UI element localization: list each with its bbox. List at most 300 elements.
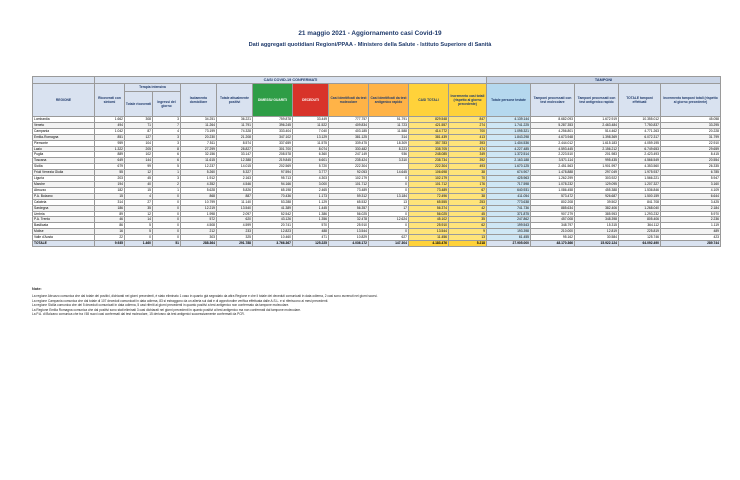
table-cell: 393: [449, 140, 487, 146]
table-cell: 0: [153, 205, 181, 211]
table-cell: 147.304: [369, 241, 409, 247]
group-header-tamponi: TAMPONI: [487, 77, 721, 84]
table-cell: 15.315: [575, 223, 619, 229]
table-cell: 573.472: [531, 193, 575, 199]
table-cell-region: Abruzzo: [33, 187, 95, 193]
table-cell: 38: [449, 170, 487, 176]
table-cell: 3.571.114: [531, 158, 575, 164]
col-terapia-group-label: Terapia intensiva: [125, 84, 180, 92]
table-cell: 102: [125, 152, 153, 158]
table-cell: 16: [95, 229, 125, 235]
table-cell: 1.670.125: [487, 164, 531, 170]
table-cell: 1.207.327: [619, 181, 661, 187]
table-cell: 125.225: [293, 241, 329, 247]
table-cell: 5: [125, 223, 153, 229]
table-cell: 10.799: [181, 199, 217, 205]
table-cell: 56.025: [409, 211, 449, 217]
table-cell: 3.777: [293, 170, 329, 176]
table-cell-region: TOTALE: [33, 241, 95, 247]
table-cell: 314: [369, 134, 409, 140]
col-isolamento: Isolamento domiciliare: [181, 84, 217, 117]
col-ricoverati: Ricoverati con sintomi: [95, 84, 125, 117]
table-cell: 5.947: [661, 176, 721, 182]
table-cell: 851: [95, 134, 125, 140]
note-line: La regione Campania comunica che dal totale di 107 deceduti comunicati in data odierna, 83 si estraggono da un allerta sui dati e di approfondire verifica effettuata dalle A.S.L. e si riferiscono ai mesi precedenti.: [32, 298, 329, 303]
table-cell: 4.256.801: [531, 128, 575, 134]
table-cell: 5.970: [661, 211, 721, 217]
table-cell: 127: [125, 134, 153, 140]
col-terapia-sub: [125, 92, 180, 116]
table-cell: 29.659: [661, 146, 721, 152]
table-cell: 1.086.458: [531, 187, 575, 193]
table-cell: 14.015: [217, 164, 253, 170]
table-cell: 13: [449, 235, 487, 241]
table-cell-region: Sardegna: [33, 205, 95, 211]
table-cell: 65.198: [253, 187, 293, 193]
group-empty: [33, 77, 95, 84]
table-cell: 4: [153, 128, 181, 134]
table-cell: 0: [369, 211, 409, 217]
table-cell: 1.478.888: [531, 170, 575, 176]
table-cell: 396.245: [253, 122, 293, 128]
table-cell: 572: [181, 217, 217, 223]
table-cell: 2.236: [661, 217, 721, 223]
table-cell: 12.819: [575, 229, 619, 235]
table-cell: 959: [95, 140, 125, 146]
table-cell-region: Valle d'Aosta: [33, 235, 95, 241]
table-cell: 3.000: [293, 181, 329, 187]
table-cell: 55: [95, 170, 125, 176]
table-cell: 4.353.560: [619, 164, 661, 170]
table-cell: 0: [369, 229, 409, 235]
table-cell: 13.544: [409, 229, 449, 235]
table-cell: 0: [369, 223, 409, 229]
table-cell: 48.170.366: [531, 241, 575, 247]
table-cell: 1.173: [293, 193, 329, 199]
table-cell: 0: [153, 199, 181, 205]
table-cell: 186: [95, 205, 125, 211]
table-cell-region: Molise: [33, 229, 95, 235]
col-tamponi-molecolare: Tamponi processati con test molecolare: [531, 84, 575, 117]
table-cell: 381.439: [409, 134, 449, 140]
table-cell: 301.700: [253, 146, 293, 152]
table-cell: 74.328: [217, 128, 253, 134]
table-cell: 3.425: [661, 199, 721, 205]
col-ti-ingressi: Ingressi del giorno: [157, 100, 176, 108]
col-ti-totale: Totale ricoverati: [125, 92, 153, 116]
table-cell: 1.912: [181, 176, 217, 182]
table-total-row: [33, 241, 721, 247]
table-cell: 4.673.948: [531, 134, 575, 140]
table-cell: 4.599: [217, 223, 253, 229]
table-cell: 33.295: [661, 122, 721, 128]
table-cell: 95.162: [531, 235, 575, 241]
table-cell: 0: [153, 229, 181, 235]
table-cell: 247.149: [329, 152, 369, 158]
table-cell: 4: [125, 193, 153, 199]
table-cell: 129.095: [575, 181, 619, 187]
table-cell-region: Toscana: [33, 158, 95, 164]
table-cell: 297.049: [575, 170, 619, 176]
table-cell: 1.042: [95, 128, 125, 134]
table-cell: 52.542: [253, 211, 293, 217]
table-cell: 4.566.549: [619, 158, 661, 164]
table-cell: 829.548: [409, 117, 449, 123]
data-table-container: [32, 76, 720, 247]
table-cell: 1.386: [293, 211, 329, 217]
table-cell: 0: [125, 235, 153, 241]
table-cell: 12.388: [217, 158, 253, 164]
table-cell: 1.615.183: [575, 140, 619, 146]
table-cell: 33.147: [217, 152, 253, 158]
table-cell: 10.460: [253, 235, 293, 241]
table-cell: 1.662: [95, 117, 125, 123]
table-cell: 2.184: [661, 205, 721, 211]
table-cell: 212: [181, 229, 217, 235]
table-cell: 2.451.563: [531, 164, 575, 170]
table-cell: 14.645: [369, 170, 409, 176]
table-cell: 1.262.299: [531, 176, 575, 182]
table-cell-region: Basilicata: [33, 223, 95, 229]
table-cell: 86: [95, 223, 125, 229]
table-cell: 101.712: [409, 181, 449, 187]
table-cell: 5.260: [181, 170, 217, 176]
col-dimessi: DIMESSI/ GUARITI: [253, 84, 293, 117]
table-cell: 403.185: [329, 128, 369, 134]
table-cell: 382.406: [575, 205, 619, 211]
table-cell: 125.746: [619, 235, 661, 241]
table-cell: 9.935: [95, 241, 125, 247]
table-cell: 488: [293, 229, 329, 235]
page-subtitle: Dati aggregati quotidiani Regioni/PPAA - Ministero della Salute - Istituto Superiore di Sanità: [248, 42, 492, 48]
table-cell: 1.843.298: [487, 134, 531, 140]
table-cell: 347.102: [253, 134, 293, 140]
table-cell: 201.983: [575, 152, 619, 158]
page-title: 21 maggio 2021 - Aggiornamento casi Covid-19: [298, 30, 442, 37]
table-cell: 348.398: [575, 217, 619, 223]
table-cell: 357.783: [409, 140, 449, 146]
table-cell: 333.404: [253, 128, 293, 134]
table-cell: 97.594: [253, 170, 293, 176]
table-cell: 203: [95, 176, 125, 182]
notes-title: Note:: [32, 287, 42, 291]
table-cell: 3: [153, 140, 181, 146]
table-cell: 1.356: [293, 217, 329, 223]
table-cell: 1: [153, 170, 181, 176]
table-cell: 87: [125, 128, 153, 134]
table-cell: 72.496: [409, 193, 449, 199]
table-cell: 102.179: [409, 176, 449, 182]
table-cell: 4.771.263: [619, 128, 661, 134]
table-cell: 13.544: [329, 229, 369, 235]
table-cell: 32.156: [181, 152, 217, 158]
table-cell: 11.588: [369, 128, 409, 134]
table-cell: 414.772: [409, 128, 449, 134]
table-cell: 7.040: [293, 128, 329, 134]
col-terapia-intensiva: [125, 84, 181, 117]
table-cell: 13.129: [293, 134, 329, 140]
table-cell: 45.058: [661, 117, 721, 123]
table-cell: 202.569: [253, 164, 293, 170]
table-cell: 0: [153, 223, 181, 229]
table-cell: 14: [125, 217, 153, 223]
table-cell: 225.819: [619, 229, 661, 235]
table-cell: 238.734: [409, 158, 449, 164]
table-cell: 2.163.188: [487, 158, 531, 164]
table-cell: 385.953: [575, 211, 619, 217]
table-cell: 65.532: [329, 199, 369, 205]
table-cell: 56.374: [409, 205, 449, 211]
note-line: La regione Abruzzo comunica che dal totale dei positivi, dichiarati nei giorni precedenti, è stato eliminato 1 caso in quanto già segnalato da altra Regione e che il totale dei deceduti comunicati in data odierna, 2 casi sono avvenuti nei giorni scorsi.: [32, 294, 378, 299]
table-cell: 2.156.212: [575, 146, 619, 152]
table-cell: 46: [95, 217, 125, 223]
table-cell: 1: [153, 187, 181, 193]
table-cell: 4.352: [181, 181, 217, 187]
table-cell-region: Marche: [33, 181, 95, 187]
table-cell: 51: [153, 241, 181, 247]
col-deceduti: DECEDUTI: [293, 84, 329, 117]
table-cell: 4.036.172: [329, 241, 369, 247]
table-cell: 2.423.493: [619, 152, 661, 158]
table-cell: 489: [661, 229, 721, 235]
table-cell: 35: [449, 217, 487, 223]
table-cell: 70: [449, 176, 487, 182]
table-cell: 11.140: [217, 199, 253, 205]
table-cell: 233: [217, 229, 253, 235]
table-cell: 6.785: [661, 170, 721, 176]
table-cell: 15: [125, 187, 153, 193]
table-cell: 2.444.012: [531, 140, 575, 146]
table-cell: 7.750.837: [619, 122, 661, 128]
table-cell: 330.482: [329, 146, 369, 152]
table-cell: 27: [125, 199, 153, 205]
table-cell: 1.460: [125, 241, 153, 247]
table-cell: 494: [95, 122, 125, 128]
table-cell: 13.540: [217, 205, 253, 211]
table-cell: 1.901.997: [575, 164, 619, 170]
table-cell: 39.502: [575, 199, 619, 205]
table-cell: 10.829: [329, 235, 369, 241]
table-cell: 67: [449, 187, 487, 193]
table-cell: 45.102: [409, 217, 449, 223]
table-cell: 17: [369, 205, 409, 211]
table-cell: 94.166: [253, 181, 293, 187]
table-cell: 182: [95, 187, 125, 193]
table-cell: 889: [95, 152, 125, 158]
table-cell: 314: [95, 199, 125, 205]
table-cell: 73.489: [409, 187, 449, 193]
table-cell: 773.638: [487, 199, 531, 205]
table-cell: 627: [369, 235, 409, 241]
table-cell: 5: [125, 229, 153, 235]
table-cell: 53.288: [253, 199, 293, 205]
table-cell: 5.287.353: [531, 122, 575, 128]
table-cell: 20.554: [661, 158, 721, 164]
table-cell: 73.489: [329, 187, 369, 193]
group-header-casi: CASI COVID-19 CONFERMATI: [95, 77, 487, 84]
table-cell: 4.109: [661, 187, 721, 193]
table-cell: 1.998: [181, 211, 217, 217]
table-cell: 6: [153, 158, 181, 164]
table-cell: 34.251: [181, 117, 217, 123]
table-cell: 4.546: [217, 181, 253, 187]
table-cell: 31.799: [661, 134, 721, 140]
table-cell: 759.878: [253, 117, 293, 123]
table-cell: 3.160: [661, 181, 721, 187]
table-cell: 514.462: [575, 128, 619, 134]
table-cell-region: Lazio: [33, 146, 95, 152]
table-cell: 274: [449, 122, 487, 128]
table-cell: 8: [153, 146, 181, 152]
table-cell: 6.072.317: [619, 134, 661, 140]
table-cell: 777.757: [329, 117, 369, 123]
table-cell: 25.910: [329, 223, 369, 229]
table-cell: 337.659: [253, 140, 293, 146]
col-regione: REGIONE: [33, 84, 95, 117]
table-cell: 193.398: [487, 229, 531, 235]
table-cell: 338.705: [409, 146, 449, 152]
table-cell: 679: [95, 164, 125, 170]
table-cell: 45: [449, 211, 487, 217]
table-cell: 907.279: [531, 211, 575, 217]
col-casi-totali: CASI TOTALI: [409, 84, 449, 117]
table-cell: 0: [153, 217, 181, 223]
table-cell: 0: [369, 187, 409, 193]
table-cell: 649: [95, 158, 125, 164]
table-cell: 26.335: [661, 164, 721, 170]
table-cell: 392: [449, 158, 487, 164]
covid-data-table: [32, 76, 721, 247]
table-cell: 1.095.321: [487, 128, 531, 134]
table-cell: 371.875: [487, 211, 531, 217]
table-cell: 106.698: [409, 170, 449, 176]
table-cell: 0: [153, 235, 181, 241]
col-casi-antigenico: Casi identificati da test antigenico rapido: [369, 84, 409, 117]
table-cell: 51.791: [369, 117, 409, 123]
table-cell: 1.404.536: [487, 140, 531, 146]
table-cell: 15.922.124: [575, 241, 619, 247]
table-cell: 247.862: [487, 217, 531, 223]
table-cell: 73.199: [181, 128, 217, 134]
table-cell: 64.092.490: [619, 241, 661, 247]
col-persone-testate: Totale persone testate: [487, 84, 531, 117]
table-cell: 4.059.195: [619, 140, 661, 146]
table-cell: 409.834: [329, 122, 369, 128]
table-cell: 6.360: [293, 152, 329, 158]
table-cell: 41.389: [253, 205, 293, 211]
table-cell: 4.227.485: [487, 146, 531, 152]
table-cell: 11.615: [181, 158, 217, 164]
table-cell: 1.078.232: [531, 181, 575, 187]
table-cell: 471: [293, 235, 329, 241]
table-cell: 43.126: [253, 217, 293, 223]
table-cell: 4.139.144: [487, 117, 531, 123]
table-cell-region: Veneto: [33, 122, 95, 128]
table-cell: 20.230: [181, 134, 217, 140]
col-tamponi-totali: TOTALE tamponi effettuati: [619, 84, 661, 117]
table-cell: 176: [449, 181, 487, 187]
notes-lines: [32, 294, 720, 316]
table-cell: 1.293.232: [619, 211, 661, 217]
table-cell: 4.508: [181, 223, 217, 229]
table-cell-region: P.A. Bolzano: [33, 193, 95, 199]
table-cell: 1.268.040: [619, 205, 661, 211]
table-cell: 364.112: [619, 223, 661, 229]
table-cell-region: Liguria: [33, 176, 95, 182]
table-cell: 25.910: [409, 223, 449, 229]
table-cell: 3.766.367: [253, 241, 293, 247]
table-cell: 12.624: [369, 217, 409, 223]
table-cell: 8.074: [293, 146, 329, 152]
table-cell: 65.555: [409, 199, 449, 205]
table-cell: 936: [369, 152, 409, 158]
table-cell: 11.575: [293, 140, 329, 146]
table-cell: 805.406: [619, 217, 661, 223]
table-cell: 8.223: [369, 146, 409, 152]
table-cell: 15: [95, 193, 125, 199]
table-cell: 339.475: [329, 140, 369, 146]
table-cell: 30.584: [575, 235, 619, 241]
table-cell: 457.008: [531, 217, 575, 223]
table-cell: 1.372.514: [487, 152, 531, 158]
table-cell: 3: [153, 176, 181, 182]
table-cell: 887: [217, 193, 253, 199]
table-cell: 6.644: [661, 193, 721, 199]
table-cell: 13.184: [369, 193, 409, 199]
table-cell: 288.364: [181, 241, 217, 247]
table-cell: 1.445: [293, 205, 329, 211]
table-cell: 474: [449, 146, 487, 152]
col-incremento-tamponi: Incremento tamponi totali (rispetto al giorno precedente): [661, 84, 721, 117]
table-cell: 1.119: [661, 223, 721, 229]
table-cell-region: Calabria: [33, 199, 95, 205]
table-cell: 59.312: [329, 193, 369, 199]
col-tamponi-antigenico: Tamponi processati con test antigenico rapido: [575, 84, 619, 117]
table-cell: 3: [153, 134, 181, 140]
table-cell: 1.500.159: [619, 193, 661, 199]
table-cell: 2.163: [217, 176, 253, 182]
table-cell: 99: [125, 164, 153, 170]
table-cell: 253: [449, 199, 487, 205]
table-cell: 36.221: [217, 117, 253, 123]
table-cell: 6: [153, 152, 181, 158]
table-cell-region: Lombardia: [33, 117, 95, 123]
table-cell: 219.845: [253, 158, 293, 164]
col-attualmente-positivi: Totale attualmente positivi: [217, 84, 253, 117]
table-cell: 21.208: [217, 134, 253, 140]
table-cell: 22: [95, 235, 125, 241]
table-cell: 222.304: [409, 164, 449, 170]
table-cell: 868: [181, 193, 217, 199]
table-cell: 8.682.093: [531, 117, 575, 123]
table-cell: 5: [153, 164, 181, 170]
table-cell: 12.219: [181, 205, 217, 211]
note-line: La regione Sicilia comunica che dei 5 deceduti comunicati in data odierna, 5 casi riferiti ai giorni precedenti in quanto positivi a test antigenico non confermato da tampone molecolare.: [32, 303, 290, 308]
table-cell: 8.415: [661, 152, 721, 158]
notes-section: [32, 287, 720, 316]
table-cell: 1.741.225: [487, 122, 531, 128]
table-cell: 741.736: [487, 205, 531, 211]
table-cell: 61.455: [487, 235, 531, 241]
table-cell: 95.713: [253, 176, 293, 182]
table-cell: 0: [369, 181, 409, 187]
table-cell: 1.975.937: [619, 170, 661, 176]
table-cell: 11.456: [409, 235, 449, 241]
table-cell-region: P.A. Trento: [33, 217, 95, 223]
table-cell: 1.566.221: [619, 176, 661, 182]
table-cell: 210.000: [531, 229, 575, 235]
table-cell: 222.304: [329, 164, 369, 170]
